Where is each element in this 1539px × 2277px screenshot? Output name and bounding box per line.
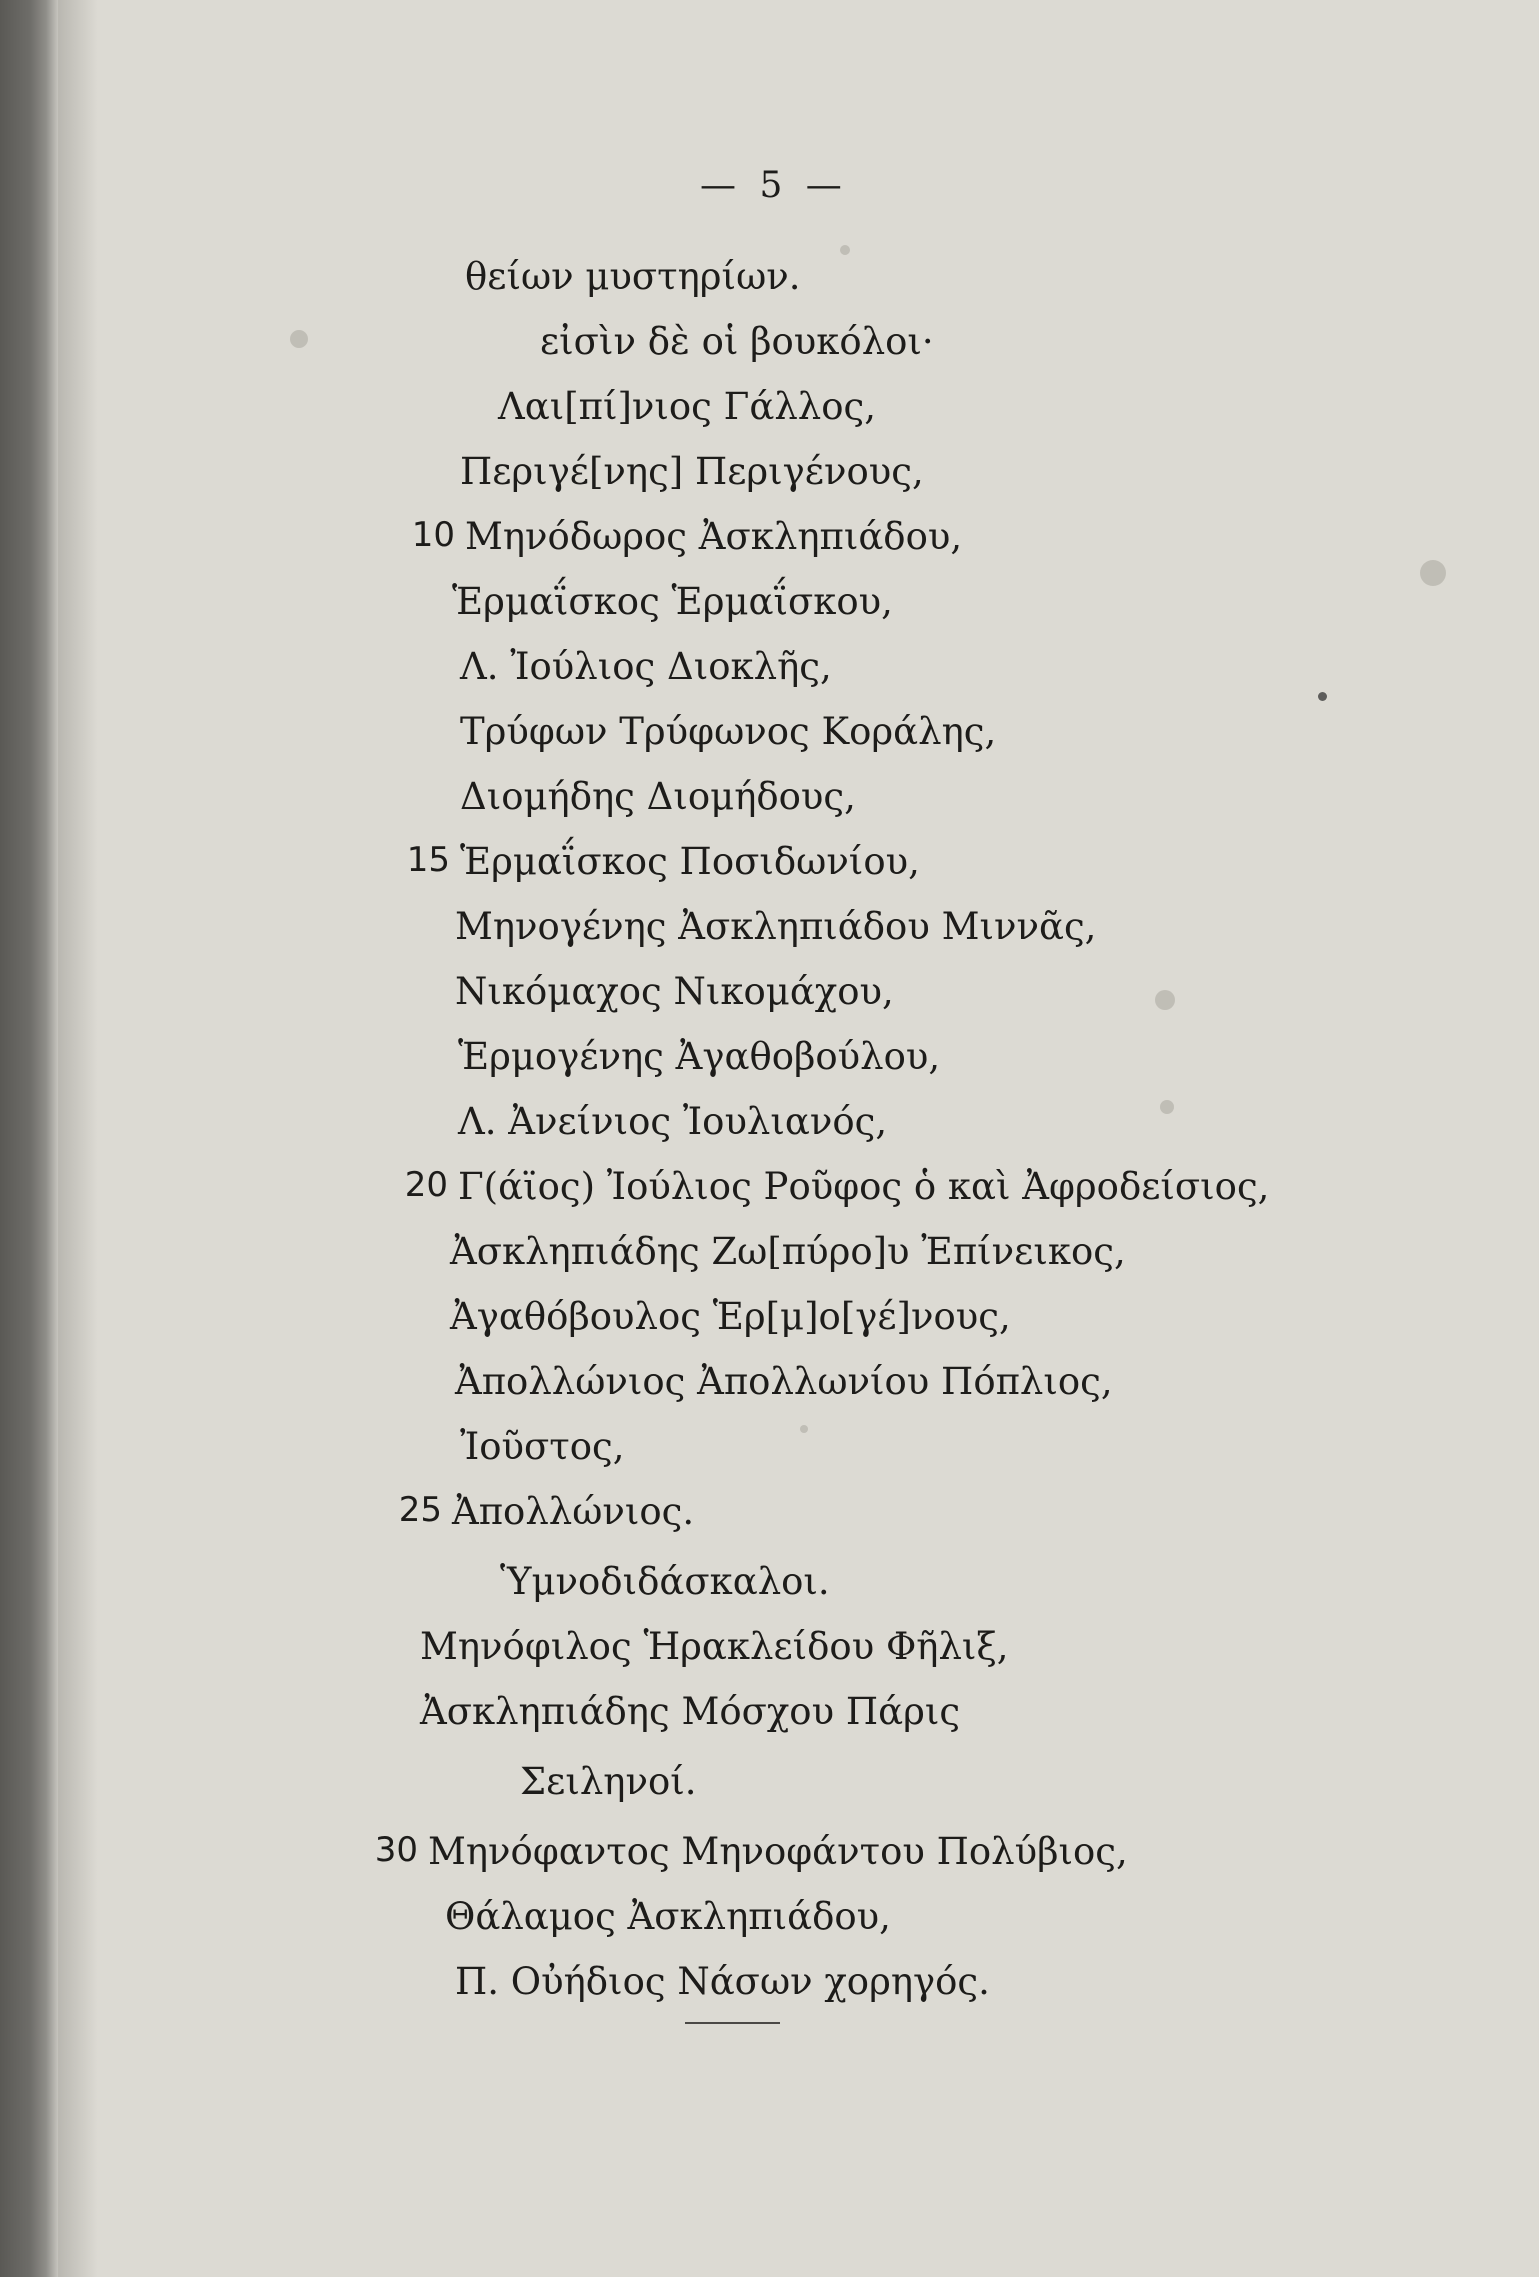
line-text: Νικόμαχος Νικομάχου, — [455, 970, 894, 1013]
text-line — [452, 580, 893, 623]
paper-speck — [840, 245, 850, 255]
text-line — [411, 515, 963, 558]
line-text: Ἀπολλώνιος Ἀπολλωνίου Πόπλιος, — [455, 1360, 1113, 1403]
text-line — [460, 645, 832, 688]
line-number: 25 — [398, 1490, 442, 1530]
paper-speck — [1420, 560, 1446, 586]
line-number: 15 — [406, 840, 450, 880]
line-text: Περιγέ[νης] Περιγένους, — [460, 450, 924, 493]
line-text: Τρύφων Τρύφωνος Κοράλης, — [460, 710, 997, 753]
text-line — [458, 1035, 940, 1078]
line-text: Π. Οὐήδιος Νάσων χορηγός. — [455, 1960, 990, 2003]
line-number: 30 — [374, 1830, 418, 1870]
closing-rule — [685, 2022, 780, 2024]
text-line — [450, 1230, 1126, 1273]
text-line — [455, 970, 894, 1013]
line-text: Θάλαμος Ἀσκληπιάδου, — [445, 1895, 891, 1938]
text-line — [458, 1100, 887, 1143]
line-text: Μηνόφαντος Μηνοφάντου Πολύβιος, — [428, 1830, 1128, 1873]
line-number: 20 — [404, 1165, 448, 1205]
line-text: Ἑρμαΐσκος Ποσιδωνίου, — [460, 840, 920, 883]
line-text: Μηνόφιλος Ἡρακλείδου Φῆλιξ, — [420, 1625, 1009, 1668]
line-text: Λαι[πί]νιος Γάλλος, — [498, 385, 876, 428]
line-text: Ἑρμογένης Ἀγαθοβούλου, — [458, 1035, 941, 1078]
paper-speck — [1155, 990, 1175, 1010]
text-line — [406, 840, 920, 883]
line-text: Λ. Ἰούλιος Διοκλῆς, — [460, 645, 832, 688]
line-text: Λ. Ἀνείνιος Ἰουλιανός, — [458, 1100, 888, 1143]
paper-speck — [290, 330, 308, 348]
text-line — [420, 1690, 960, 1733]
text-line — [498, 385, 876, 428]
text-line — [460, 710, 996, 753]
line-text: θείων μυστηρίων. — [465, 255, 801, 298]
text-line — [540, 320, 934, 363]
line-text: Ἀσκληπιάδης Μόσχου Πάρις — [420, 1690, 961, 1733]
text-line — [500, 1560, 830, 1603]
line-text: Ἀσκληπιάδης Ζω[πύρο]υ Ἐπίνεικος, — [450, 1230, 1126, 1273]
paper-speck — [1318, 692, 1327, 701]
line-number: 10 — [411, 515, 455, 555]
line-text: εἰσὶν δὲ οἱ βουκόλοι· — [540, 320, 934, 363]
line-text: Μηνογένης Ἀσκληπιάδου Μιννᾶς, — [455, 905, 1097, 948]
book-spine-shadow — [0, 0, 58, 2277]
page-number: — 5 — — [700, 165, 848, 206]
text-line — [445, 1895, 891, 1938]
line-text: Μηνόδωρος Ἀσκληπιάδου, — [465, 515, 963, 558]
line-text: Ἑρμαΐσκος Ἑρμαΐσκου, — [452, 580, 893, 623]
text-line — [465, 255, 801, 298]
line-text: Ἀγαθόβουλος Ἑρ[μ]ο[γέ]νους, — [450, 1295, 1011, 1338]
paper-speck — [1160, 1100, 1174, 1114]
text-line — [455, 905, 1096, 948]
line-text: Ὑμνοδιδάσκαλοι. — [500, 1560, 830, 1603]
text-line — [460, 775, 856, 818]
line-text: Ἰοῦστος, — [460, 1425, 625, 1468]
paper-speck — [800, 1425, 808, 1433]
text-line — [450, 1295, 1011, 1338]
text-line — [455, 1960, 990, 2003]
line-text: Ἀπολλώνιος. — [452, 1490, 695, 1533]
text-line — [460, 450, 924, 493]
text-line — [460, 1425, 625, 1468]
line-text: Διομήδης Διομήδους, — [460, 775, 856, 818]
line-text: Σειληνοί. — [520, 1760, 697, 1803]
text-line — [404, 1165, 1270, 1208]
text-line — [374, 1830, 1128, 1873]
line-text: Γ(άϊος) Ἰούλιος Ροῦφος ὁ καὶ Ἀφροδείσιος, — [458, 1165, 1270, 1208]
text-line — [398, 1490, 695, 1533]
gutter-shading — [58, 0, 98, 2277]
text-line — [520, 1760, 697, 1803]
text-line — [420, 1625, 1009, 1668]
text-line — [455, 1360, 1113, 1403]
